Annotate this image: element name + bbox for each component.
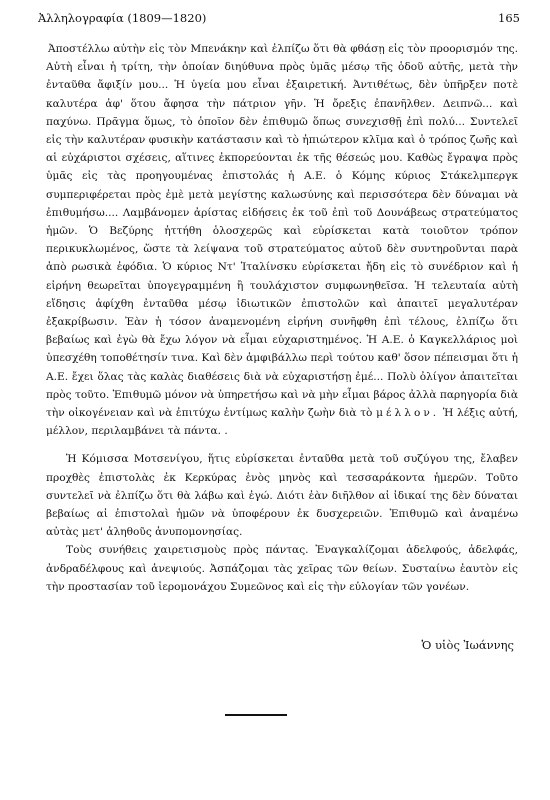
- closing-rule: [225, 714, 287, 716]
- letter-body: [46, 40, 518, 596]
- running-header: [38, 10, 520, 26]
- paragraph-1-text: Ἀποστέλλω αὐτὴν εἰς τὸν Μπενάκην καὶ ἐλπίζω ὅτι θὰ φθάσῃ εἰς τὸν προορισμόν της. Αὐτὴ εἶναι ἡ τρίτη, τὴν ὁποίαν διηύθυνα πρὸς ὑμᾶς μέσῳ τῆς ὁδοῦ αὐτῆς, μετὰ τὴν ἐνταῦθα ἄφιξίν μου... Ἡ ὑγεία μου εἶναι ἐξαιρετική. Ἀντιθέτως, δὲν ὑπῆρξεν ποτὲ καλυτέρα ἀφ' ὅτου ἄφησα τὴν πάτριον γῆν. Ἡ ὄρεξις ἐπανῆλθεν. Δειπνῶ... καὶ παχύνω. Πρᾶγμα ὅμως, τὸ ὁποῖον δὲν ἐπιθυμῶ ὅπως συνεχισθῇ ἐπὶ πολύ... Συντελεῖ εἰς τὴν καλυτέραν φυσικὴν κατάστασιν καὶ τὸ ἠπιώτερον κλῖμα καὶ ὁ τρόπος ζωῆς καὶ αἱ εὐχάριστοι σχέσεις, αἵτινες ἐκπορεύονται ἐκ τῆς θέσεώς μου. Καθὼς ἔγραψα πρὸς ὑμᾶς εἰς τὰς προηγουμένας ἐπιστολάς ἡ Α.Ε. ὁ Κόμης κύριος Στάκελμπεργκ συμπεριφέρεται πρὸς ἐμὲ μετὰ μεγίστης καλωσύνης καὶ περισσότερα δὲν δύναμαι νὰ ἐπιθυμήσω.... Λαμβάνομεν ἀρίστας εἰδήσεις ἐκ τοῦ ἐπὶ τοῦ Δουνάβεως στρατεύματος ἡμῶν. Ὁ Βεζύρης ἡττήθη ὁλοσχερῶς καὶ εὑρίσκεται κατὰ τοιοῦτον τρόπον περικυκλωμένος, ὥστε τὰ λείψανα τοῦ στρατεύματος αὐτοῦ δὲν συντηροῦνται παρὰ ἀπὸ ρωσικὰ ἐφόδια. Ὁ κύριος Ντ' Ἰταλίνσκυ εὑρίσκεται ἤδη εἰς τὸ συνέδριον καὶ ἡ εἰρήνη θεωρεῖται ὑπογεγραμμένη ἢ τουλάχιστον συμφωνηθεῖσα. Ἡ τελευταία αὐτὴ εἴδησις ἀφίχθη ἐνταῦθα μέσῳ ἰδιωτικῶν ἐπιστολῶν καὶ ἀπαιτεῖ μεγαλυτέραν ἐξακρίβωσιν. Ἐὰν ἡ τόσον ἀναμενομένη εἰρήνη συνῆφθη ἐπὶ τέλους, ἐλπίζω ὅτι βεβαίως καὶ ἐγὼ θὰ ἔχω λόγον νὰ εἶμαι εὐχαριστημένος. Ἡ Α.Ε. ὁ Καγκελλάριος μοὶ ὑπεσχέθη τοποθέτησίν τινα. Καὶ δὲν ἀμφιβάλλω περὶ τούτου καθ' ὅσον πέπεισμαι ὅτι ἡ Α.Ε. ἔχει ὅλας τὰς καλὰς διαθέσεις διὰ νὰ εὐχαριστήσῃ ἐμέ... Πολὺ ὀλίγον ἀπαιτεῖται πρὸς τοῦτο. Ἐπιθυμῶ μόνον νὰ ὑπηρετήσω καὶ νὰ μὴν εἶμαι βάρος ἀλλὰ παρηγορία διὰ τὴν οἰκογένειαν καὶ νὰ ἐπιτύχω ἐντίμως καλὴν ζωὴν διὰ τὸ: [46, 43, 518, 420]
- paragraph-3: Τοὺς συνήθεις χαιρετισμοὺς πρὸς πάντας. Ἐναγκαλίζομαι ἀδελφούς, ἀδελφάς, ἀνδραδέλφους καὶ ἀνεψιούς. Ἀσπάζομαι τὰς χεῖρας τῶν θείων. Συσταίνω ἑαυτὸν εἰς τὴν προστασίαν τοῦ ἱερομονάχου Συμεῶνος καὶ εἰς τὴν εὐλογίαν τῶν γονέων.: [46, 544, 518, 593]
- paragraph-1: [46, 40, 518, 440]
- paragraph-2: Ἡ Κόμισσα Μοτσενίγου, ἥτις εὑρίσκεται ἐνταῦθα μετὰ τοῦ συζύγου της, ἔλαβεν προχθὲς ἐπιστολὰς ἐκ Κερκύρας ἑνὸς μηνὸς καὶ τεσσαράκοντα ἡμερῶν. Τοῦτο συντελεῖ νὰ ἐλπίζω ὅτι θὰ λάβω καὶ ἐγώ. Διότι ἐὰν διῆλθον αἱ ἰδικαί της δὲν δύναται βεβαίως αἱ ἐπιστολαὶ ἡμῶν νὰ ὑποφέρουν ἐκ δυσχερειῶν. Ἐπιθυμῶ καὶ ἀναμένω αὐτὰς μετ' ἀληθοῦς ἀνυπομονησίας.: [46, 453, 518, 539]
- signature: Ὁ υἱὸς Ἰωάννης: [421, 638, 514, 652]
- page-number: 165: [498, 11, 520, 25]
- running-title: Ἀλληλογραφία (1809—1820): [38, 11, 207, 25]
- spaced-word: μέλλον.: [376, 407, 440, 420]
- paragraph-1-text-end: Ἡ λέξις αὐτή, μέλλον, περιλαμβάνει τὰ πάντα. .: [46, 407, 518, 438]
